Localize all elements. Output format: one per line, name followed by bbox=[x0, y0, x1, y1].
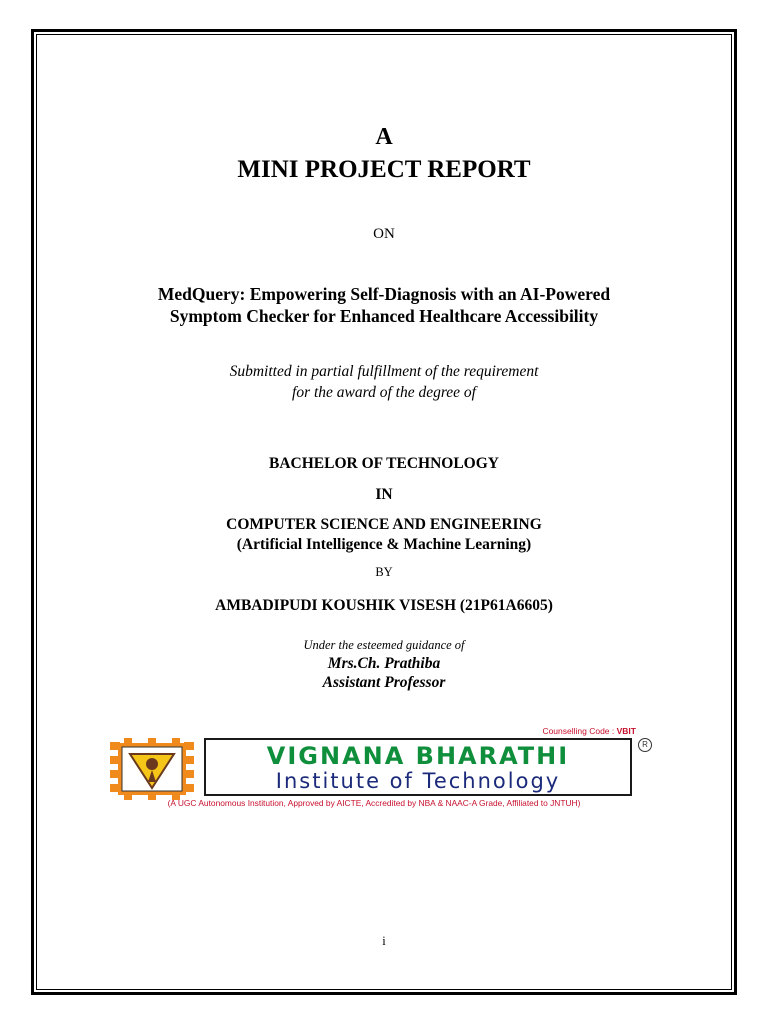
student-name: AMBADIPUDI KOUSHIK VISESH (21P61A6605) bbox=[215, 597, 553, 614]
guidance-intro: Under the esteemed guidance of bbox=[303, 638, 465, 652]
specialization: (Artificial Intelligence & Machine Learning) bbox=[236, 536, 532, 553]
institute-name-line1: VIGNANA BHARATHI bbox=[266, 742, 570, 770]
in-label: IN bbox=[375, 486, 393, 503]
by-label: BY bbox=[375, 565, 393, 579]
counselling-code-value: VBIT bbox=[616, 726, 636, 736]
project-title-line2: Symptom Checker for Enhanced Healthcare Accessibility bbox=[169, 306, 599, 326]
counselling-code bbox=[542, 726, 636, 736]
institute-logo bbox=[108, 726, 668, 812]
guide-designation: Assistant Professor bbox=[322, 674, 446, 691]
cover-a: A bbox=[375, 124, 393, 150]
submitted-line2: for the award of the degree of bbox=[292, 384, 476, 401]
report-title: MINI PROJECT REPORT bbox=[237, 156, 531, 183]
institute-name-box bbox=[204, 738, 632, 796]
institute-approval-line: (A UGC Autonomous Institution, Approved by AICTE, Accredited by NBA & NAAC-A Grade, Affiliated to JNTUH) bbox=[167, 798, 581, 808]
institute-emblem-icon bbox=[108, 738, 196, 800]
institute-name-line2: Institute of Technology bbox=[275, 769, 561, 793]
degree-name: BACHELOR OF TECHNOLOGY bbox=[269, 455, 499, 472]
submitted-line1: Submitted in partial fulfillment of the requirement bbox=[229, 363, 539, 380]
on-label: ON bbox=[373, 226, 395, 242]
project-title-line1: MedQuery: Empowering Self-Diagnosis with an AI-Powered bbox=[157, 284, 611, 304]
guide-name: Mrs.Ch. Prathiba bbox=[327, 655, 441, 672]
counselling-label: Counselling Code : bbox=[542, 726, 617, 736]
registered-mark: R bbox=[638, 738, 652, 752]
page-number: i bbox=[382, 934, 386, 948]
department-name: COMPUTER SCIENCE AND ENGINEERING bbox=[226, 516, 542, 533]
